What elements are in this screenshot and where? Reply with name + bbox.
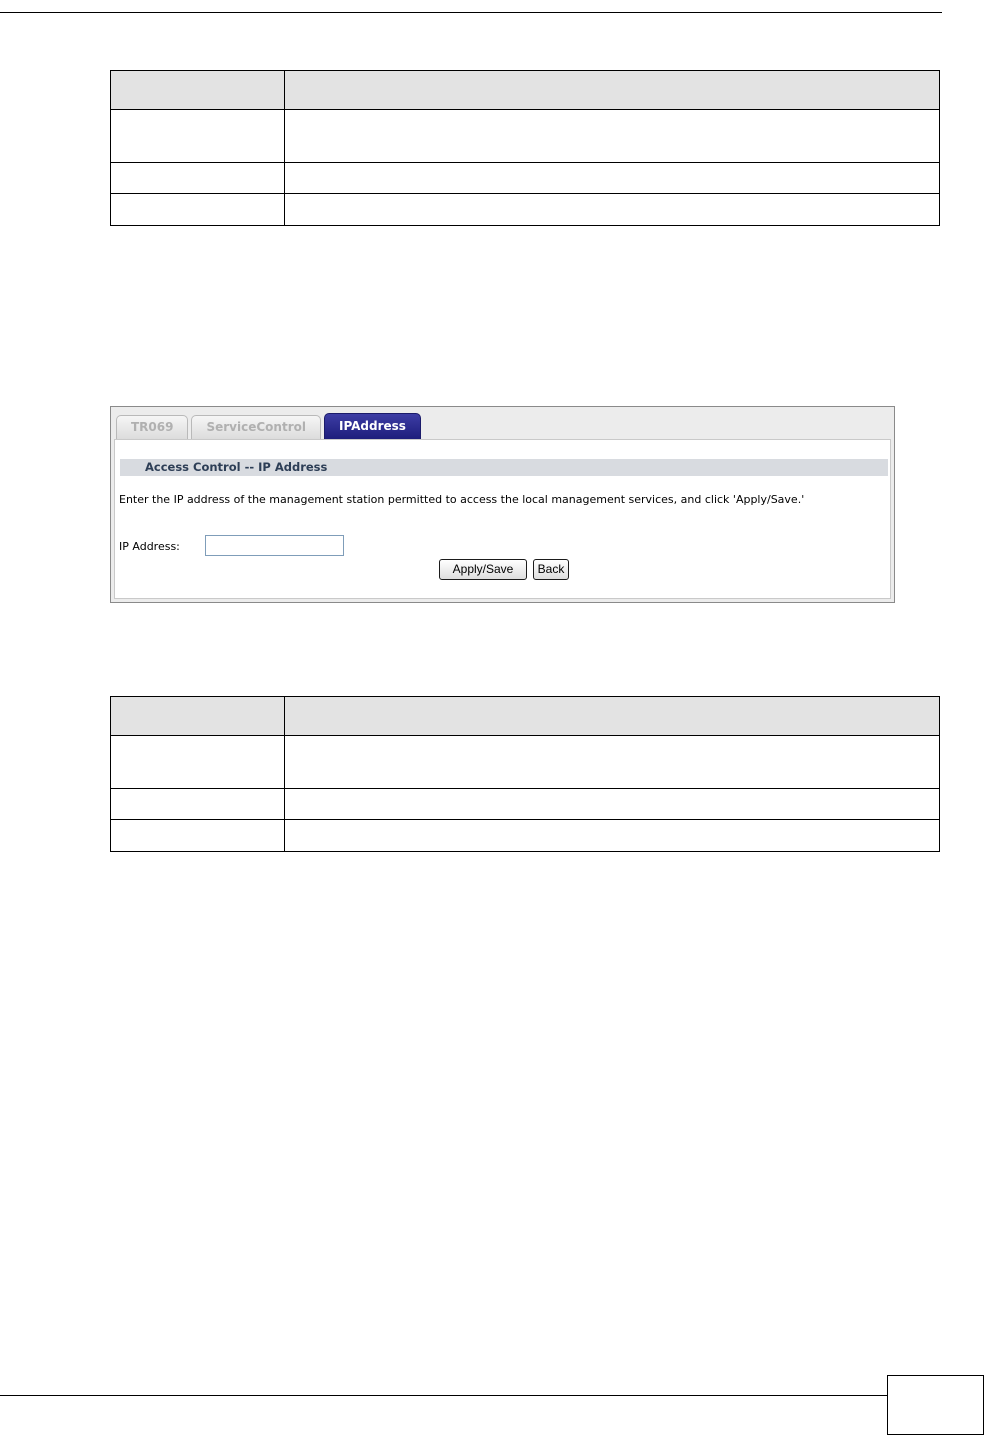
content-panel xyxy=(114,439,891,599)
tab-tr069[interactable]: TR069 xyxy=(116,415,188,439)
table-cell xyxy=(111,736,285,789)
table-cell xyxy=(285,163,940,194)
table-row xyxy=(111,789,940,820)
table-cell xyxy=(111,163,285,194)
table-header-cell xyxy=(285,71,940,110)
table-cell xyxy=(285,110,940,163)
description-table-2 xyxy=(110,696,940,852)
table-row xyxy=(111,736,940,789)
tab-service-control[interactable]: ServiceControl xyxy=(191,415,321,439)
instruction-text: Enter the IP address of the management station permitted to access the local management services, and click 'Apply/Save.' xyxy=(119,493,805,506)
ip-address-label: IP Address: xyxy=(119,540,180,553)
description-table-1 xyxy=(110,70,940,226)
table-row xyxy=(111,163,940,194)
header-rule xyxy=(0,12,942,13)
tab-ip-address[interactable]: IPAddress xyxy=(324,413,421,439)
table-header-cell xyxy=(111,71,285,110)
table-row xyxy=(111,820,940,852)
table-cell xyxy=(285,820,940,852)
table-header-cell xyxy=(111,697,285,736)
apply-save-button[interactable]: Apply/Save xyxy=(439,559,527,580)
tab-bar xyxy=(116,413,424,439)
table-cell xyxy=(111,194,285,226)
table-cell xyxy=(285,194,940,226)
table-header-cell xyxy=(285,697,940,736)
table-row xyxy=(111,110,940,163)
table-row xyxy=(111,194,940,226)
ip-address-input[interactable] xyxy=(205,535,344,556)
page-number-box xyxy=(887,1375,984,1435)
table-header-row xyxy=(111,697,940,736)
footer-rule xyxy=(0,1395,888,1396)
table-header-row xyxy=(111,71,940,110)
table-cell xyxy=(111,789,285,820)
table-cell xyxy=(111,110,285,163)
table-cell xyxy=(111,820,285,852)
ip-address-screenshot xyxy=(110,406,895,603)
section-header-bar xyxy=(120,459,888,476)
table-cell xyxy=(285,789,940,820)
table-cell xyxy=(285,736,940,789)
back-button[interactable]: Back xyxy=(533,559,569,580)
section-title: Access Control -- IP Address xyxy=(145,460,328,474)
